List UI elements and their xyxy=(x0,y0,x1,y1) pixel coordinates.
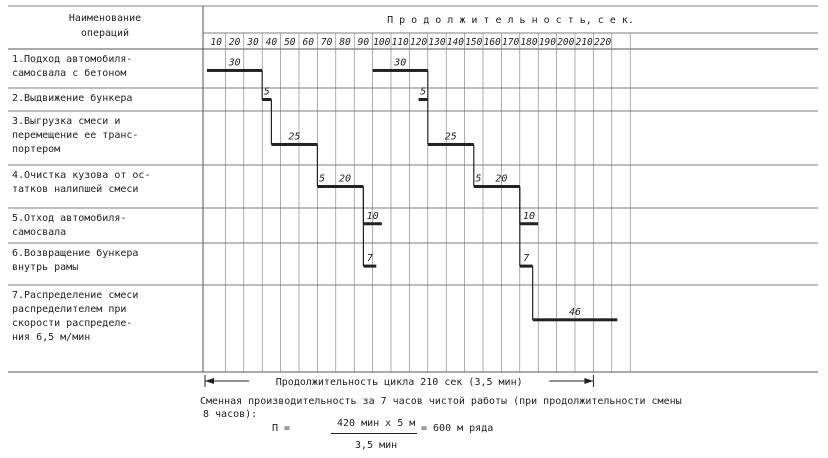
formula-denominator: 3,5 мин xyxy=(355,440,398,451)
tick-label: 130 xyxy=(428,37,446,48)
duration-label: 20 xyxy=(338,173,352,185)
gantt-bar xyxy=(533,318,618,321)
cycle-label: Продолжительность цикла 210 сек (3,5 мин) xyxy=(275,377,523,388)
column-header-line1: Наименование xyxy=(68,13,142,24)
formula-fraction-bar xyxy=(331,433,417,434)
tick-label: 200 xyxy=(557,37,575,48)
gantt-bar xyxy=(520,265,533,268)
tick-label: 20 xyxy=(228,37,241,48)
gantt-bar xyxy=(262,98,271,101)
tick-label: 60 xyxy=(302,37,314,48)
tick-label: 90 xyxy=(357,37,370,48)
formula-numerator: 420 мин х 5 м xyxy=(337,418,416,429)
operation-label: 1.Подход автомобиля- xyxy=(12,54,133,65)
tick-label: 40 xyxy=(265,37,278,48)
duration-label: 30 xyxy=(228,57,241,69)
operation-label: татков налипшей смеси xyxy=(12,184,139,195)
productivity-note-line1: Сменная производительность за 7 часов чистой работы (при продолжительности смены xyxy=(200,396,682,407)
gantt-bar xyxy=(363,222,381,225)
duration-label: 20 xyxy=(495,173,508,185)
tick-label: 30 xyxy=(247,37,259,48)
duration-label: 25 xyxy=(444,131,457,143)
operation-label: самосвала с бетоном xyxy=(12,68,127,79)
tick-label: 10 xyxy=(210,37,222,48)
tick-label: 210 xyxy=(575,37,593,48)
tick-label: 50 xyxy=(284,37,296,48)
gantt-bar xyxy=(373,69,428,72)
gantt-bar xyxy=(271,143,317,146)
cycle-arrow-left-head xyxy=(205,378,214,384)
gantt-bar xyxy=(520,222,538,225)
operation-label: 3.Выгрузка смеси и xyxy=(12,116,121,127)
duration-label: 7 xyxy=(366,253,373,265)
duration-label: 5 xyxy=(475,173,482,185)
formula-rhs: = 600 м ряда xyxy=(421,423,494,434)
gantt-bar xyxy=(428,143,474,146)
operation-label: скорости распределе- xyxy=(12,318,133,329)
tick-label: 80 xyxy=(339,37,351,48)
productivity-note-line2: 8 часов): xyxy=(203,409,258,420)
operation-label: 4.Очистка кузова от ос- xyxy=(12,170,151,181)
duration-label: 46 xyxy=(568,306,582,318)
duration-label: 10 xyxy=(522,210,536,222)
operation-label: 7.Распределение смеси xyxy=(12,290,139,301)
cycle-arrow-right-head xyxy=(584,378,593,384)
gantt-bar xyxy=(363,265,376,268)
gantt-bar xyxy=(419,98,428,101)
tick-label: 190 xyxy=(538,37,556,48)
column-header-line2: операций xyxy=(80,28,130,39)
duration-label: 30 xyxy=(394,57,407,69)
tick-label: 120 xyxy=(410,37,428,48)
duration-label: 10 xyxy=(366,210,379,222)
duration-label: 7 xyxy=(523,253,530,265)
tick-label: 140 xyxy=(446,37,464,48)
gantt-bar xyxy=(327,185,364,188)
operation-label: распределителем при xyxy=(12,304,127,315)
formula-lhs: П = xyxy=(272,423,291,434)
gantt-bar xyxy=(207,69,262,72)
tick-label: 160 xyxy=(483,37,501,48)
operation-label: самосвала xyxy=(12,227,67,238)
operation-label: 6.Возвращение бункера xyxy=(12,248,139,259)
duration-label: 25 xyxy=(288,131,301,143)
operation-label: портером xyxy=(12,144,61,155)
operation-label: 2.Выдвижение бункера xyxy=(12,93,133,104)
gantt-bar xyxy=(474,185,483,188)
gantt-bar xyxy=(483,185,520,188)
operation-label: 5.Отход автомобиля- xyxy=(12,213,127,224)
duration-title: П р о д о л ж и т е л ь н о с т ь, с е к. xyxy=(387,15,634,26)
gantt-bar xyxy=(317,185,326,188)
tick-label: 100 xyxy=(373,37,391,48)
duration-label: 5 xyxy=(263,86,270,98)
tick-label: 180 xyxy=(520,37,538,48)
duration-label: 5 xyxy=(420,86,427,98)
operation-label: внутрь рамы xyxy=(12,262,79,273)
tick-label: 220 xyxy=(594,37,612,48)
tick-label: 110 xyxy=(391,37,409,48)
tick-label: 70 xyxy=(320,37,333,48)
operation-label: перемещение ее транс- xyxy=(12,130,139,141)
duration-label: 5 xyxy=(318,173,326,185)
operation-label: ния 6,5 м/мин xyxy=(12,332,91,343)
tick-label: 150 xyxy=(465,37,483,48)
tick-label: 170 xyxy=(502,37,520,48)
